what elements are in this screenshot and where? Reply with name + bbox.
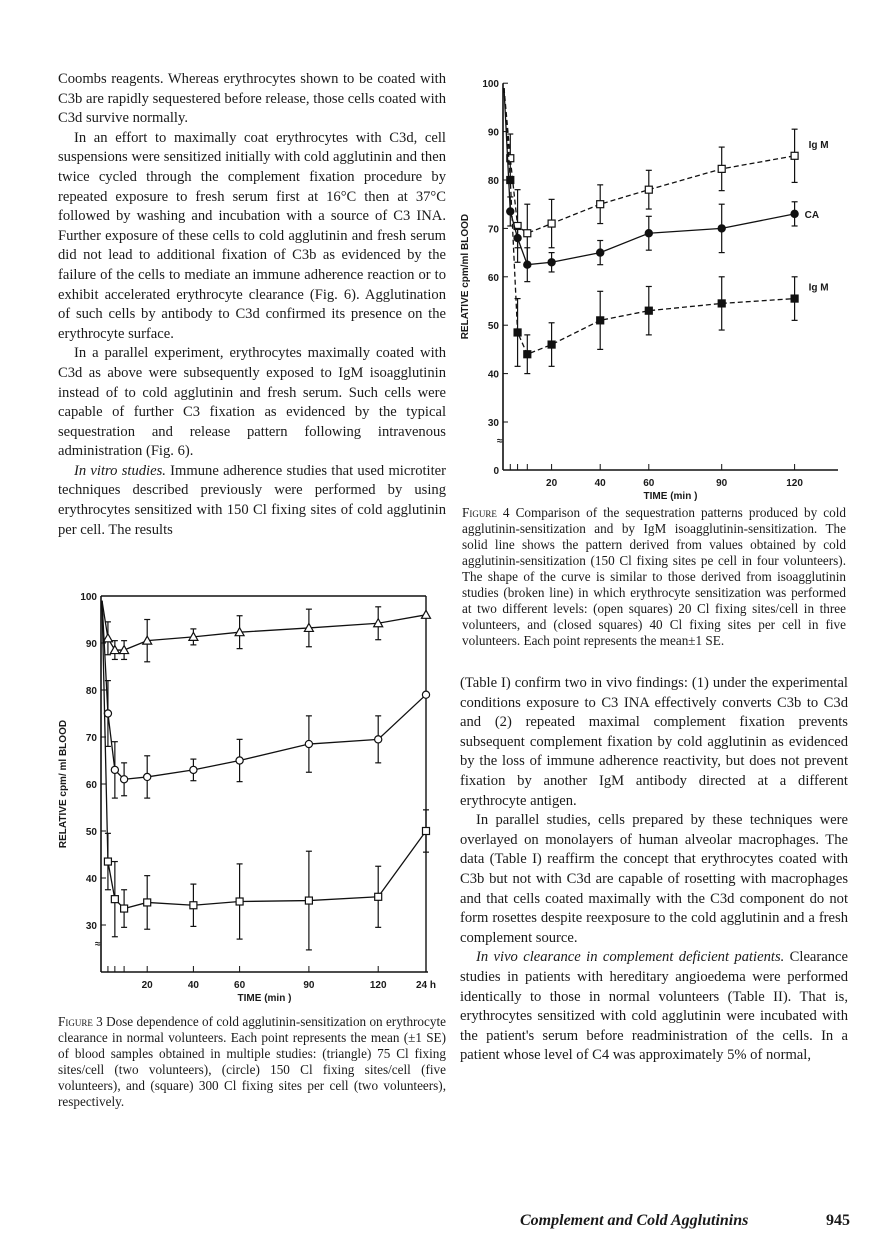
x-tick-label: 60 xyxy=(234,980,246,991)
data-point-square xyxy=(423,828,430,835)
right-column xyxy=(460,674,848,1066)
data-point-square xyxy=(111,896,118,903)
data-point-square xyxy=(548,220,555,227)
y-tick-label: 40 xyxy=(85,874,97,885)
figure-4-chart xyxy=(450,70,890,502)
y-tick-label: 30 xyxy=(487,418,499,429)
data-point-circle xyxy=(236,757,243,764)
figure-3-chart xyxy=(0,575,450,1015)
caption-text: Comparison of the sequestration patterns produced by cold agglutinin-sensitization and by IgM isoagglutinin-sensitization. The solid line shows the pattern derived from values obtained by cold agglutinin-sensitization (150 Cl fixing sites pe cell in four volunteers). The shape of the curve is similar to those derived from isoagglutinin studies (broken line) in which erythrocyte sensitization was performed at two different levels: (open squares) 20 Cl fixing sites/cell in three volunteers, and (closed squares) 40 Cl fixing sites per cell in five volunteers. Each point represents the mean±1 SE. xyxy=(462,505,846,648)
y-axis-label: RELATIVE cpm/ml BLOOD xyxy=(460,213,471,340)
paragraph-text: Clearance studies in patients with hereditary angioedema were performed identically to those in normal volunteers (Table II). That is, erythrocytes sensitized with cold agglutinin were incubated with the patient's serum before readministration of the cells. In a patient whose level of C4 was approximately 5% of normal, xyxy=(460,949,848,1064)
y-axis-break: ≈ xyxy=(95,939,101,950)
journal-running-title: Complement and Cold Agglutinins xyxy=(520,1212,749,1229)
data-point-circle xyxy=(190,766,197,773)
y-tick-label: 70 xyxy=(85,733,97,744)
section-heading: In vitro studies. xyxy=(74,462,166,479)
data-point-circle xyxy=(791,210,798,217)
left-column xyxy=(58,70,446,540)
paragraph: Coombs reagents. Whereas erythrocytes shown to be coated with C3b are rapidly sequestered before release, those cells coated with C3d survive normally. xyxy=(58,71,446,127)
data-point-square xyxy=(121,905,128,912)
data-point-square xyxy=(645,307,652,314)
data-point-circle xyxy=(422,691,429,698)
data-point-circle xyxy=(548,259,555,266)
paragraph xyxy=(460,948,848,1066)
paragraph-text: Immune adherence studies that used microtiter techniques described previously were performed by using erythrocytes sensitized with 150 Cl fixing sites of cold agglutinin per cell. The results xyxy=(58,462,446,538)
data-point-square xyxy=(791,295,798,302)
y-tick-label: 60 xyxy=(85,780,97,791)
data-point-square xyxy=(645,186,652,193)
y-tick-label: 30 xyxy=(85,921,97,932)
data-point-square xyxy=(597,201,604,208)
data-point-square xyxy=(524,230,531,237)
y-tick-label: 90 xyxy=(487,127,499,139)
y-axis-label: RELATIVE cpm/ ml BLOOD xyxy=(58,719,69,849)
data-point-circle xyxy=(645,230,652,237)
paragraph xyxy=(58,462,446,540)
data-point-circle xyxy=(305,740,312,747)
paragraph: (Table I) confirm two in vivo findings: (1) under the experimental conditions exposure to C3 INA effectively converts C3b to C3d and (2) repeated maximal complement fixation prevents subsequent complement fixation by cold agglutinin as evidenced by the loss of immune adherence reactivity, but does not prevent fixation by another IgM antibody directed at a different erythrocyte antigen. xyxy=(460,675,848,809)
data-point-circle xyxy=(524,261,531,268)
caption-text: Dose dependence of cold agglutinin-sensitization on erythrocyte clearance in normal volunteers. Each point represents the mean (±1 SE) of blood samples obtained in multiple studies: (triangle) 75 Cl fixing sites/cell (two volunteers), (circle) 150 Cl fixing sites/cell (five volunteers), and (square) 300 Cl fixing sites per cell (two volunteers), respectively. xyxy=(58,1014,446,1109)
data-point-circle xyxy=(111,766,118,773)
data-point-circle xyxy=(144,773,151,780)
paragraph: In an effort to maximally coat erythrocytes with C3d, cell suspensions were sensitized initially with cold agglutinin and then twice cycled through the complement fixation procedure by repeated exposure to fresh serum first at 16°C then at 37°C followed by washing and incubation with a source of C3 INA. Further exposure of these cells to cold agglutinin and fresh serum did not lead to additional fixation of C3b as evidenced by the failure of the cells to mediate an immune adherence reaction or to exhibit accelerated erythrocyte clearance (Fig. 6). Agglutination of such cells by antibody to C3d confirmed its presence on the erythrocyte surface. xyxy=(58,129,446,342)
x-tick-label: 60 xyxy=(643,478,655,489)
y-tick-label: 100 xyxy=(80,592,97,603)
data-point-square xyxy=(597,317,604,324)
data-point-square xyxy=(791,152,798,159)
series-label: CA xyxy=(804,209,820,221)
x-tick-label: 20 xyxy=(546,478,558,489)
data-point-square xyxy=(514,329,521,336)
series-line xyxy=(504,88,795,233)
paragraph: In a parallel experiment, erythrocytes maximally coated with C3d as above were subsequently exposed to IgM isoagglutinin instead of to cold agglutinin and fresh serum. Such cells were capable of further C3 fixation as evidenced by the typical sequestration and release pattern following intravenous administration (Fig. 6). xyxy=(58,345,446,460)
y-tick-label: 100 xyxy=(482,79,499,91)
series-line xyxy=(102,601,426,780)
series-label: Ig M xyxy=(808,139,829,151)
data-point-square xyxy=(144,899,151,906)
data-point-circle xyxy=(104,710,111,717)
figure-4-caption xyxy=(462,505,846,649)
running-footer xyxy=(520,1212,850,1230)
x-tick-label: 90 xyxy=(303,980,315,991)
series-label: Ig M xyxy=(808,282,829,294)
data-point-square xyxy=(524,351,531,358)
y-tick-label: 50 xyxy=(85,827,97,838)
y-tick-label: 60 xyxy=(487,272,499,284)
data-point-square xyxy=(190,902,197,909)
x-tick-label: 120 xyxy=(786,478,803,489)
data-point-square xyxy=(507,177,514,184)
data-point-circle xyxy=(507,208,514,215)
data-point-square xyxy=(718,300,725,307)
y-tick-label: 90 xyxy=(85,639,97,650)
data-point-square xyxy=(718,165,725,172)
data-point-circle xyxy=(597,249,604,256)
x-tick-label: 40 xyxy=(594,478,606,489)
data-point-circle xyxy=(718,225,725,232)
x-axis-label: TIME (min ) xyxy=(643,491,698,502)
data-point-triangle xyxy=(103,634,112,642)
data-point-square xyxy=(236,898,243,905)
data-point-square xyxy=(104,858,111,865)
data-point-square xyxy=(375,893,382,900)
data-point-square xyxy=(305,897,312,904)
x-tick-label: 40 xyxy=(187,980,199,991)
x-tick-label: 24 h xyxy=(415,980,437,991)
data-point-circle xyxy=(121,776,128,783)
data-point-circle xyxy=(514,234,521,241)
data-point-circle xyxy=(375,736,382,743)
y-tick-label: 0 xyxy=(493,466,499,477)
y-tick-label: 70 xyxy=(487,224,499,236)
data-point-triangle xyxy=(422,610,431,618)
figure-label: Figure 3 xyxy=(58,1014,103,1029)
x-tick-label: 90 xyxy=(716,478,728,489)
y-tick-label: 50 xyxy=(487,321,499,333)
paragraph: In parallel studies, cells prepared by these techniques were overlayed on monolayers of human alveolar macrophages. The data (Table I) reaffirm the concept that erythrocytes coated with C3b but not with C3d are capable of rosetting with macrophages and that cells coated maximally with the C3d component do not form rosettes despite reexposure to the cold agglutinin and a fresh complement source. xyxy=(460,812,848,946)
y-tick-label: 40 xyxy=(487,369,499,381)
section-heading: In vivo clearance in complement deficient patients. xyxy=(476,949,785,966)
y-axis-break: ≈ xyxy=(497,436,503,447)
y-tick-label: 80 xyxy=(487,176,499,187)
x-axis-label: TIME (min ) xyxy=(237,993,292,1004)
figure-label: Figure 4 xyxy=(462,505,510,520)
page-number: 945 xyxy=(826,1212,850,1229)
figure-3-caption xyxy=(58,1014,446,1110)
data-point-square xyxy=(548,341,555,348)
y-tick-label: 80 xyxy=(85,686,97,697)
x-tick-label: 20 xyxy=(141,980,153,991)
x-tick-label: 120 xyxy=(369,980,387,991)
